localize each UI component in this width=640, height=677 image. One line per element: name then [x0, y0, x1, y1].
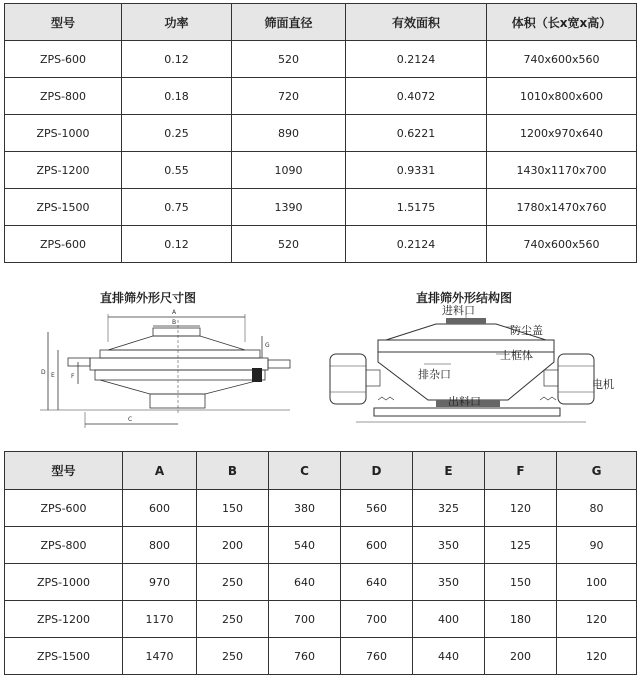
table-cell: 200 [485, 638, 557, 675]
motor-block [252, 368, 262, 382]
header-power: 功率 [122, 4, 232, 41]
table-cell: ZPS-800 [5, 78, 122, 115]
header-model: 型号 [5, 4, 122, 41]
table-cell: 180 [485, 601, 557, 638]
table-cell: 1010x800x600 [487, 78, 637, 115]
label-outlet: 出料口 [448, 395, 481, 408]
table-cell: ZPS-1500 [5, 638, 123, 675]
table-cell: 600 [123, 490, 197, 527]
table-cell: 150 [197, 490, 269, 527]
label-upper-frame: 上框体 [500, 349, 533, 362]
dimension-table-row [5, 490, 637, 527]
table-cell: 380 [269, 490, 341, 527]
spec-table-row [5, 78, 637, 115]
spec-table-row [5, 41, 637, 78]
table-cell: 0.2124 [346, 226, 487, 263]
dimension-table-row [5, 527, 637, 564]
table-cell: 760 [269, 638, 341, 675]
table-cell: 350 [413, 527, 485, 564]
header-effective-area: 有效面积 [346, 4, 487, 41]
table-cell: 760 [341, 638, 413, 675]
table-cell: 0.12 [122, 41, 232, 78]
table-cell: 600 [341, 527, 413, 564]
table-cell: 740x600x560 [487, 226, 637, 263]
table-cell: 0.12 [122, 226, 232, 263]
table-cell: 0.6221 [346, 115, 487, 152]
table-cell: 400 [413, 601, 485, 638]
table-cell: 560 [341, 490, 413, 527]
table-cell: 640 [269, 564, 341, 601]
structure-diagram [316, 302, 626, 432]
table-cell: 0.75 [122, 189, 232, 226]
dim-label-e: E [51, 372, 55, 379]
spec-header-row [5, 4, 637, 41]
header-d: D [341, 452, 413, 490]
middle-frame [90, 358, 268, 370]
table-cell: 250 [197, 601, 269, 638]
header-b: B [197, 452, 269, 490]
dimension-table-row [5, 638, 637, 675]
table-cell: ZPS-800 [5, 527, 123, 564]
table-cell: 125 [485, 527, 557, 564]
table-cell: 1170 [123, 601, 197, 638]
spec-table-row [5, 152, 637, 189]
table-cell: 120 [485, 490, 557, 527]
inlet-port [446, 318, 486, 324]
header-a: A [123, 452, 197, 490]
table-cell: 1090 [232, 152, 346, 189]
table-cell: 90 [557, 527, 637, 564]
table-cell: 1430x1170x700 [487, 152, 637, 189]
outlet-neck [150, 394, 205, 408]
label-motor: 电机 [592, 378, 614, 391]
table-cell: 120 [557, 638, 637, 675]
header-volume: 体积（长x宽x高） [487, 4, 637, 41]
header-model: 型号 [5, 452, 123, 490]
table-cell: 890 [232, 115, 346, 152]
table-cell: ZPS-1200 [5, 601, 123, 638]
table-cell: 200 [197, 527, 269, 564]
table-cell: 350 [413, 564, 485, 601]
table-cell: 970 [123, 564, 197, 601]
table-cell: 80 [557, 490, 637, 527]
table-cell: 0.9331 [346, 152, 487, 189]
dim-label-g: G [265, 342, 270, 349]
left-motor [330, 354, 366, 404]
header-screen-diameter: 筛面直径 [232, 4, 346, 41]
table-cell: 700 [341, 601, 413, 638]
table-cell: 325 [413, 490, 485, 527]
table-cell: 250 [197, 564, 269, 601]
spec-table-row [5, 115, 637, 152]
dimension-table-row [5, 564, 637, 601]
table-cell: ZPS-1500 [5, 189, 122, 226]
header-f: F [485, 452, 557, 490]
dim-label-d: D [41, 369, 46, 376]
table-cell: 0.4072 [346, 78, 487, 115]
table-cell: 440 [413, 638, 485, 675]
spec-table [4, 3, 637, 263]
table-cell: 1780x1470x760 [487, 189, 637, 226]
dimension-table-row [5, 601, 637, 638]
dim-label-f: F [71, 373, 75, 380]
table-cell: 150 [485, 564, 557, 601]
table-cell: 0.25 [122, 115, 232, 152]
table-cell: 1390 [232, 189, 346, 226]
table-cell: ZPS-1000 [5, 115, 122, 152]
label-impurity-outlet: 排杂口 [418, 368, 451, 381]
table-cell: 800 [123, 527, 197, 564]
motor-icon [558, 354, 594, 404]
upper-frame [100, 350, 260, 358]
table-cell: ZPS-600 [5, 490, 123, 527]
table-cell: 1200x970x640 [487, 115, 637, 152]
dimension-diagram [30, 302, 300, 437]
dim-label-c: C [128, 416, 133, 423]
table-cell: 1.5175 [346, 189, 487, 226]
spec-table-row [5, 189, 637, 226]
table-cell: 520 [232, 41, 346, 78]
lower-cone [100, 380, 260, 394]
table-cell: 640 [341, 564, 413, 601]
header-e: E [413, 452, 485, 490]
table-cell: ZPS-600 [5, 41, 122, 78]
label-dust-cover: 防尘盖 [510, 324, 543, 337]
table-cell: ZPS-600 [5, 226, 122, 263]
dim-label-b: B [172, 319, 177, 326]
inlet-neck [153, 328, 200, 336]
dimension-table [4, 451, 637, 675]
left-outlet [68, 358, 90, 366]
table-cell: 0.55 [122, 152, 232, 189]
table-cell: 700 [269, 601, 341, 638]
label-inlet: 进料口 [442, 304, 475, 317]
table-cell: 250 [197, 638, 269, 675]
table-cell: 520 [232, 226, 346, 263]
dome-lid [108, 336, 245, 350]
dim-label-a: A [172, 309, 177, 316]
header-c: C [269, 452, 341, 490]
table-cell: 120 [557, 601, 637, 638]
base-frame [374, 408, 560, 416]
table-cell: 720 [232, 78, 346, 115]
table-cell: ZPS-1000 [5, 564, 123, 601]
header-g: G [557, 452, 637, 490]
dimension-diagram-caption: 直排筛外形尺寸图 [100, 291, 197, 305]
table-cell: 540 [269, 527, 341, 564]
spec-table-row [5, 226, 637, 263]
structure-diagram-caption: 直排筛外形结构图 [416, 291, 513, 305]
table-cell: 1470 [123, 638, 197, 675]
table-cell: ZPS-1200 [5, 152, 122, 189]
table-cell: 740x600x560 [487, 41, 637, 78]
table-cell: 0.18 [122, 78, 232, 115]
table-cell: 0.2124 [346, 41, 487, 78]
right-outlet [268, 360, 290, 368]
table-cell: 100 [557, 564, 637, 601]
dimension-header-row [5, 452, 637, 490]
